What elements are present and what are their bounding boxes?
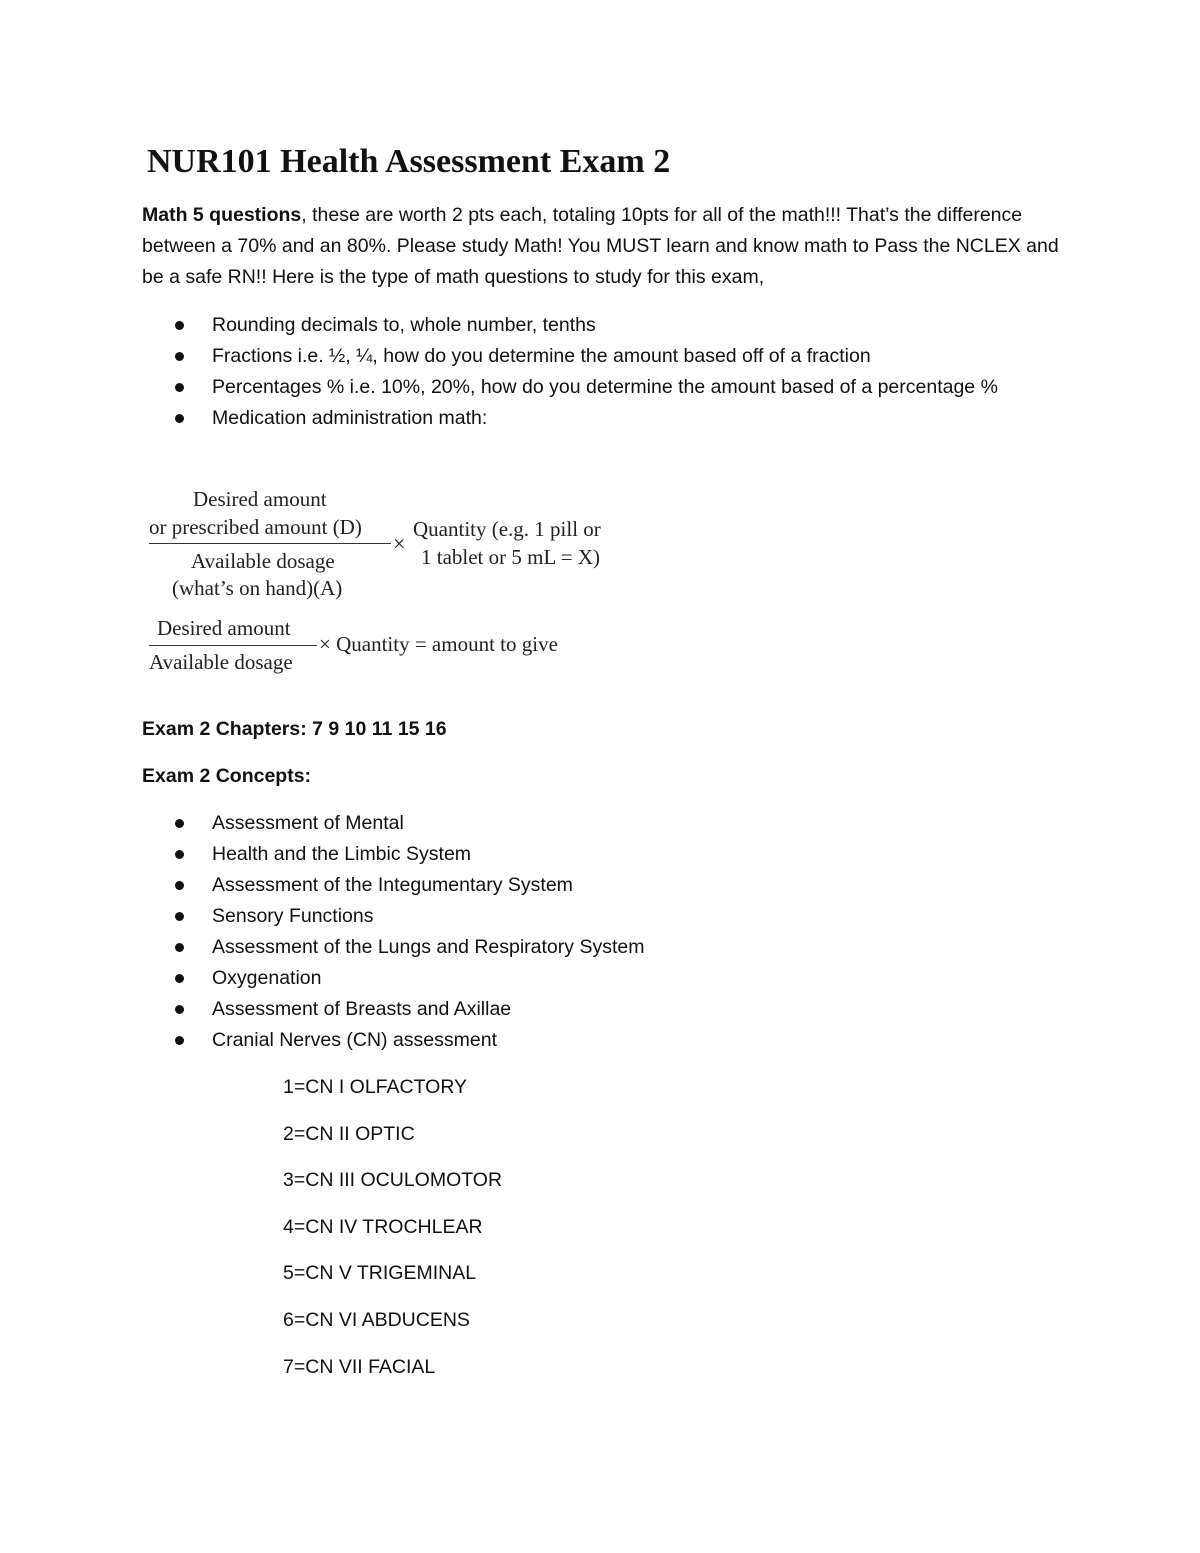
formula1-fraction-bar xyxy=(149,543,391,544)
math-topics-list xyxy=(142,310,1062,434)
formula1-numerator-line1: Desired amount xyxy=(193,487,327,511)
document-title: NUR101 Health Assessment Exam 2 xyxy=(147,143,671,180)
concepts-heading: Exam 2 Concepts: xyxy=(142,765,312,787)
cranial-nerve-item: 7=CN VII FACIAL xyxy=(283,1355,436,1378)
intro-text: , these are worth 2 pts each, totaling 10pts for all of the math!!! That’s the difference between a 70% and an 80%. Please study Math! You MUST learn and know math to Pass the NCLEX and be a safe RN!! Here is the type of math questions to study for this exam, xyxy=(142,204,1059,288)
formula1-quantity-line1: Quantity (e.g. 1 pill or xyxy=(413,517,601,541)
formula1-denominator-line1: Available dosage xyxy=(191,549,335,573)
formula1-times-sign: × xyxy=(393,531,406,556)
bullet-icon xyxy=(175,912,184,921)
formula1-numerator-line2: or prescribed amount (D) xyxy=(149,515,362,539)
bullet-icon xyxy=(175,974,184,983)
concepts-list xyxy=(142,808,1062,1056)
formula2-denominator: Available dosage xyxy=(149,650,293,674)
bullet-icon xyxy=(175,383,184,392)
cranial-nerve-item: 5=CN V TRIGEMINAL xyxy=(283,1262,477,1285)
list-item: Assessment of the Integumentary System xyxy=(142,870,1062,901)
list-item: Cranial Nerves (CN) assessment xyxy=(142,1025,1062,1056)
formula1-quantity-line2: 1 tablet or 5 mL = X) xyxy=(421,545,601,569)
list-item: Medication administration math: xyxy=(142,403,1062,434)
intro-bold-lead: Math 5 questions xyxy=(142,204,302,226)
bullet-icon xyxy=(175,414,184,423)
formula2-result: × Quantity = amount to give xyxy=(319,632,558,656)
bullet-icon xyxy=(175,850,184,859)
cranial-nerve-item: 6=CN VI ABDUCENS xyxy=(283,1308,470,1331)
cranial-nerves-list xyxy=(283,1074,502,1400)
bullet-icon xyxy=(175,943,184,952)
list-item: Assessment of Breasts and Axillae xyxy=(142,994,1062,1025)
dosage-formula xyxy=(145,484,645,684)
list-item: Assessment of Mental xyxy=(142,808,1062,839)
bullet-icon xyxy=(175,1036,184,1045)
list-item: Sensory Functions xyxy=(142,901,1062,932)
bullet-icon xyxy=(175,881,184,890)
bullet-icon xyxy=(175,352,184,361)
cranial-nerve-item: 2=CN II OPTIC xyxy=(283,1122,415,1145)
chapters-heading: Exam 2 Chapters: 7 9 10 11 15 16 xyxy=(142,718,447,740)
list-item: Fractions i.e. ½, ¼, how do you determine the amount based off of a fraction xyxy=(142,341,1062,372)
bullet-icon xyxy=(175,321,184,330)
cranial-nerve-item: 1=CN I OLFACTORY xyxy=(283,1076,468,1098)
list-item: Assessment of the Lungs and Respiratory System xyxy=(142,932,1062,963)
cranial-nerve-item: 3=CN III OCULOMOTOR xyxy=(283,1169,503,1192)
formula1-denominator-line2: (what’s on hand)(A) xyxy=(172,576,343,600)
bullet-icon xyxy=(175,819,184,828)
bullet-icon xyxy=(175,1005,184,1014)
intro-paragraph xyxy=(142,200,1062,293)
formula2-fraction-bar xyxy=(149,645,317,646)
cranial-nerve-item: 4=CN IV TROCHLEAR xyxy=(283,1215,483,1238)
list-item: Rounding decimals to, whole number, tenths xyxy=(142,310,1062,341)
list-item: Oxygenation xyxy=(142,963,1062,994)
list-item: Health and the Limbic System xyxy=(142,839,1062,870)
formula2-numerator: Desired amount xyxy=(157,616,291,640)
list-item: Percentages % i.e. 10%, 20%, how do you determine the amount based of a percentage % xyxy=(142,372,1062,403)
